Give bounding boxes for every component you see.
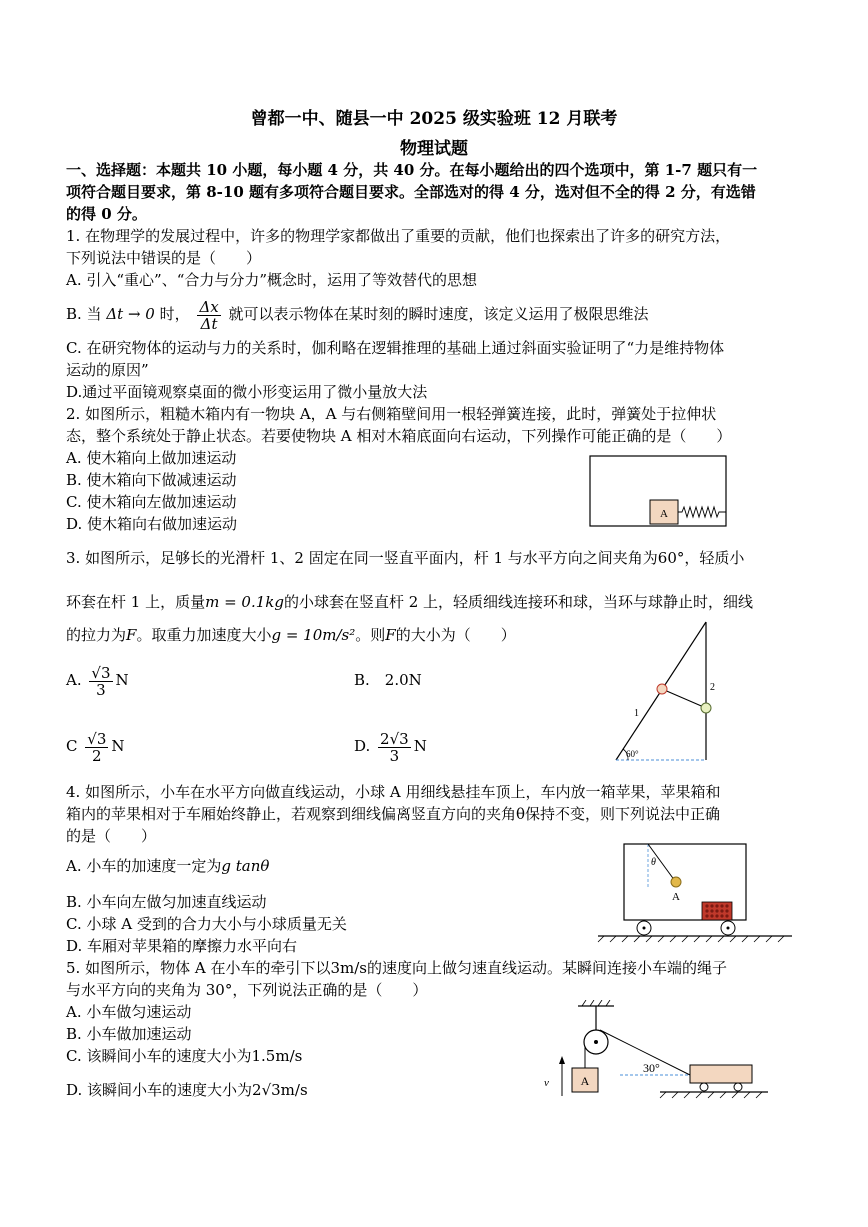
q1-stem-line-1: 1. 在物理学的发展过程中，许多的物理学家都做出了重要的贡献，他们也探索出了许多的研究方法，: [66, 227, 731, 245]
ball: [701, 703, 711, 713]
pulley-axle: [594, 1040, 598, 1044]
q2-option-c: C. 使木箱向左做加速运动: [66, 493, 237, 511]
q3-a-denominator: 3: [96, 680, 106, 699]
q5-speed: 3m/s: [330, 959, 367, 977]
q2-stem-line-1: 2. 如图所示，粗糙木箱内有一物块 A，A 与右侧箱壁间用一根轻弹簧连接，此时，弹簧处于拉伸状: [66, 405, 717, 423]
q3-option-d: [354, 726, 427, 766]
q3-option-c: [66, 726, 125, 766]
q4-option-a: [66, 856, 269, 876]
q2-option-b: B. 使木箱向下做减速运动: [66, 471, 237, 489]
angle-label: 30°: [643, 1061, 660, 1075]
q3-line-2-pre: 环套在杆 1 上，质量: [66, 593, 206, 611]
q3-line-2: [66, 592, 753, 612]
q3-gravity: g = 10m/s²: [271, 626, 356, 644]
q1-b-mid: 时，: [159, 305, 190, 323]
q3-figure-rods: [612, 618, 722, 766]
q3-a-unit: N: [115, 671, 129, 689]
q3-a-fraction: [89, 665, 112, 698]
spring: [678, 507, 726, 517]
q1-option-d: D.通过平面镜观察桌面的微小形变运用了微小量放大法: [66, 383, 428, 401]
q2-stem-line-2: 态，整个系统处于静止状态。若要使物块 A 相对木箱底面向右运动，下列操作可能正确的是（ ）: [66, 427, 732, 445]
cart-wheel-right: [734, 1083, 742, 1091]
q3-line-3-pre: 的拉力为: [66, 626, 127, 644]
q5-option-b: B. 小车做加速运动: [66, 1025, 192, 1043]
q3-c-denominator: 2: [92, 746, 102, 765]
q4-stem-line-1: 4. 如图所示，小车在水平方向做直线运动，小球 A 用细线悬挂车顶上，车内放一箱苹果，苹果箱和: [66, 783, 721, 801]
q1-b-numerator: Δx: [199, 297, 219, 316]
q4-option-d: D. 车厢对苹果箱的摩擦力水平向右: [66, 937, 298, 955]
q3-d-label: D.: [354, 737, 371, 755]
q1-b-condition: Δt → 0: [106, 305, 155, 323]
q5-line-1-pre: 5. 如图所示，物体 A 在小车的牵引下以: [66, 959, 331, 977]
block-a-label: A: [660, 508, 668, 520]
ground-hatching: [598, 936, 784, 942]
angle-label: 60°: [626, 749, 639, 759]
q3-force: F: [126, 626, 137, 644]
q4-a-expression: g tanθ: [221, 857, 270, 875]
q1-stem-line-2: 下列说法中错误的是（ ）: [66, 249, 262, 267]
thread: [662, 689, 706, 708]
q5-line-1-post: 的速度向上做匀速直线运动。某瞬间连接小车端的绳子: [366, 959, 727, 977]
q5-d-value: 2√3m/s: [252, 1081, 308, 1099]
q3-c-unit: N: [111, 737, 125, 755]
q4-stem-line-2: 箱内的苹果相对于车厢始终静止，若观察到细线偏离竖直方向的夹角θ保持不变，则下列说法中正确: [66, 805, 721, 823]
q3-line-3-mid2: 。则: [355, 626, 386, 644]
theta-label: θ: [651, 857, 656, 868]
q5-figure-pulley: [540, 1000, 770, 1104]
q3-a-numerator: √3: [91, 663, 111, 682]
q3-c-numerator: √3: [87, 729, 107, 748]
exam-title: 曾都一中、随县一中 2025 级实验班 12 月联考: [250, 109, 618, 129]
q3-a-label: A.: [66, 671, 82, 689]
q3-option-b: B. 2.0N: [354, 671, 422, 689]
block-a-label: A: [580, 1074, 590, 1088]
axle-right: [727, 927, 730, 930]
q4-figure-cart: [596, 840, 796, 944]
q5-c-prefix: C. 该瞬间小车的速度大小为: [66, 1047, 252, 1065]
section-heading-line-2: 项符合题目要求，第 8-10 题有多项符合题目要求。全部选对的得 4 分，选对但不全的得 2 分，有选错: [66, 183, 756, 201]
section-heading-line-3: 的得 0 分。: [66, 205, 147, 223]
q3-force-2: F: [385, 626, 396, 644]
q1-b-suffix: 就可以表示物体在某时刻的瞬时速度，该定义运用了极限思维法: [228, 305, 649, 323]
q5-line-2: 与水平方向的夹角为 30°，下列说法正确的是（ ）: [66, 981, 428, 999]
ground-hatching: [660, 1092, 762, 1098]
axle-left: [643, 927, 646, 930]
ball-a: [671, 877, 681, 887]
q3-d-unit: N: [413, 737, 427, 755]
q5-c-value: 1.5m/s: [251, 1047, 303, 1065]
q3-c-fraction: [85, 731, 108, 764]
rod-1-label: 1: [634, 708, 639, 719]
rod-2-label: 2: [710, 682, 715, 693]
q1-b-denominator: Δt: [200, 314, 218, 333]
velocity-arrowhead: [559, 1056, 565, 1064]
q4-option-c: C. 小球 A 受到的合力大小与小球质量无关: [66, 915, 347, 933]
q3-line-3: [66, 625, 516, 645]
section-heading-line-1: 一、选择题：本题共 10 小题，每小题 4 分，共 40 分。在每小题给出的四个选项中，第 1-7 题只有一: [66, 161, 758, 179]
q3-d-denominator: 3: [389, 746, 400, 765]
q5-option-a: A. 小车做匀速运动: [66, 1003, 192, 1021]
velocity-label: v: [544, 1077, 549, 1089]
q2-figure-box-spring: [588, 452, 733, 530]
ball-a-label: A: [672, 891, 680, 903]
cart-wheel-left: [700, 1083, 708, 1091]
q3-line-3-post: 的大小为（ ）: [395, 626, 516, 644]
q3-line-3-mid: 。取重力加速度大小: [136, 626, 272, 644]
q3-d-fraction: [378, 731, 411, 764]
q3-line-1-end: ，轻质小: [684, 549, 745, 567]
q3-c-label: C: [66, 737, 78, 755]
q4-stem-line-3: 的是（ ）: [66, 827, 157, 845]
q2-option-a: A. 使木箱向上做加速运动: [66, 449, 237, 467]
q3-mass: m = 0.1kg: [205, 593, 284, 611]
q1-b-fraction: [197, 299, 220, 332]
exam-subtitle: 物理试题: [400, 139, 468, 159]
q5-option-d: [66, 1080, 308, 1100]
ceiling-hatching: [582, 1000, 610, 1006]
q1-option-b: [66, 296, 649, 332]
q1-option-c-line-1: C. 在研究物体的运动与力的关系时，伽利略在逻辑推理的基础上通过斜面实验证明了“力是维持物体: [66, 339, 725, 357]
q3-angle: 60°: [657, 549, 685, 567]
q1-option-a: A. 引入“重心”、“合力与分力”概念时，运用了等效替代的思想: [66, 271, 478, 289]
q1-option-c-line-2: 运动的原因”: [66, 361, 149, 379]
q5-d-prefix: D. 该瞬间小车的速度大小为: [66, 1081, 253, 1099]
q4-a-prefix: A. 小车的加速度一定为: [66, 857, 222, 875]
q1-b-prefix: B. 当: [66, 305, 102, 323]
q3-d-numerator: 2√3: [380, 729, 409, 748]
q5-line-1: [66, 958, 727, 978]
q2-option-d: D. 使木箱向右做加速运动: [66, 515, 238, 533]
q3-line-1: [66, 548, 744, 568]
q3-line-2-post: 的小球套在竖直杆 2 上，轻质细线连接环和球，当环与球静止时，细线: [283, 593, 754, 611]
q4-option-b: B. 小车向左做匀加速直线运动: [66, 893, 267, 911]
q5-option-c: [66, 1046, 302, 1066]
cart-body: [690, 1065, 752, 1083]
q3-line-1-text: 3. 如图所示，足够长的光滑杆 1、2 固定在同一竖直平面内，杆 1 与水平方向之间夹角为: [66, 549, 658, 567]
ring: [657, 684, 667, 694]
q3-option-a: [66, 660, 129, 700]
